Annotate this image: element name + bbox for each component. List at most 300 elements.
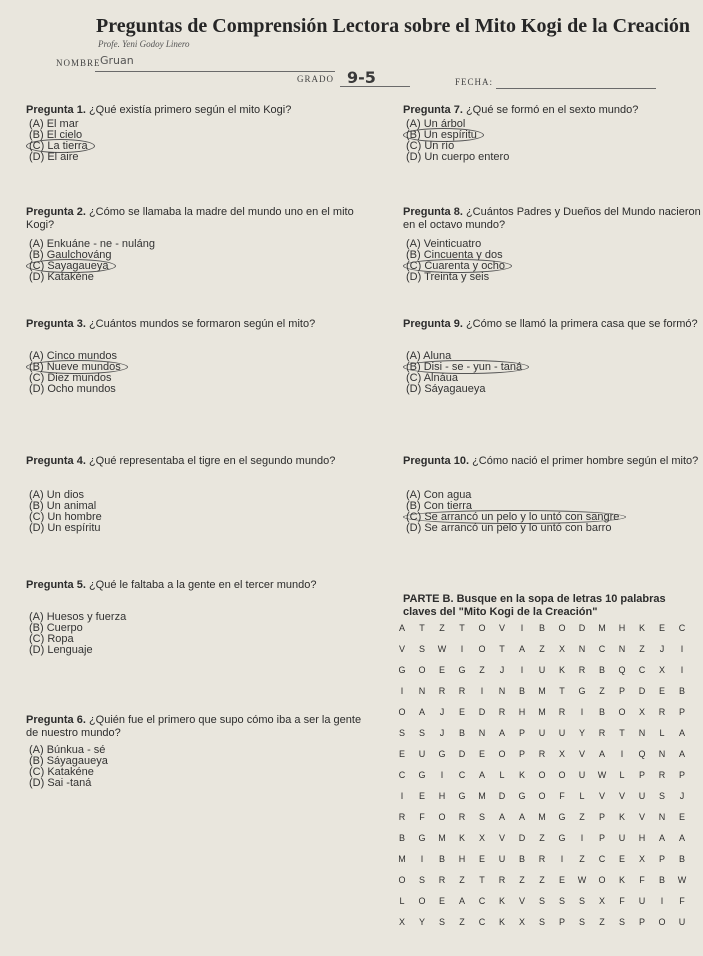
grid-letter: N <box>638 728 646 738</box>
grid-letter: R <box>438 875 446 885</box>
right-question-4 <box>403 455 703 468</box>
grid-letter: P <box>518 728 525 738</box>
grid-letter: R <box>538 749 546 759</box>
grid-letter: A <box>498 812 505 822</box>
grid-letter: D <box>498 791 506 801</box>
grid-letter: X <box>518 917 525 927</box>
grid-letter: C <box>598 644 606 654</box>
answer-option: (D) Se arrancó un pelo y lo untó con barro <box>406 522 612 534</box>
grid-letter: S <box>658 791 665 801</box>
answer-option: (A) Un dios <box>29 489 85 501</box>
question-number: Pregunta 5. <box>26 579 86 591</box>
grid-letter: S <box>398 728 405 738</box>
question-number: Pregunta 10. <box>403 455 470 467</box>
grid-letter: S <box>578 896 585 906</box>
left-question-2 <box>26 206 366 232</box>
answer-option: (A) Enkuáne - ne - nuláng <box>29 238 155 250</box>
grid-letter: R <box>538 854 546 864</box>
grid-letter: G <box>458 791 466 801</box>
grid-letter: C <box>478 896 486 906</box>
answer-option: (C) Cuarenta y ocho <box>406 260 512 272</box>
answer-option: (B) Cincuenta y dos <box>406 249 503 261</box>
grid-letter: A <box>518 644 525 654</box>
grid-letter: F <box>639 875 645 885</box>
left-question-1 <box>26 104 356 117</box>
grid-letter: D <box>458 749 466 759</box>
answer-option: (D) Treinta y seis <box>406 271 490 283</box>
answer-option: (A) Huesos y fuerza <box>29 611 127 623</box>
grid-letter: A <box>598 749 605 759</box>
grid-letter: Z <box>639 644 645 654</box>
grid-letter: V <box>638 812 645 822</box>
grid-letter: S <box>438 917 445 927</box>
grid-letter: N <box>498 686 506 696</box>
grid-letter: N <box>418 686 426 696</box>
grid-letter: Z <box>439 623 445 633</box>
answer-option: (C) Un hombre <box>29 511 102 523</box>
left-question-5 <box>26 579 356 592</box>
grid-letter: S <box>618 917 625 927</box>
grid-letter: C <box>598 854 606 864</box>
grid-letter: B <box>398 833 405 843</box>
answer-option: (A) Cinco mundos <box>29 350 118 362</box>
grid-letter: C <box>678 623 686 633</box>
grid-letter: R <box>658 770 666 780</box>
answer-option: (C) Un río <box>406 140 455 152</box>
grid-letter: S <box>478 812 485 822</box>
grid-letter: T <box>459 623 465 633</box>
question-text: ¿Qué se formó en el sexto mundo? <box>462 104 639 116</box>
grid-letter: I <box>620 749 624 759</box>
question-number: Pregunta 1. <box>26 104 86 116</box>
grid-letter: G <box>418 833 426 843</box>
grid-letter: U <box>618 833 626 843</box>
question-text: ¿Cuántos mundos se formaron según el mito? <box>85 318 316 330</box>
question-text: ¿Qué existía primero según el mito Kogi? <box>85 104 292 116</box>
grid-letter: L <box>659 728 665 738</box>
grid-letter: T <box>419 623 425 633</box>
answer-option: (C) Ropa <box>29 633 74 645</box>
answer-option: (A) Aluna <box>406 350 452 362</box>
grid-letter: K <box>498 917 505 927</box>
grid-letter: U <box>418 749 426 759</box>
grid-letter: O <box>558 623 566 633</box>
answer-option: (A) Búnkua - sé <box>29 744 106 756</box>
grid-letter: U <box>538 665 546 675</box>
answer-option: (A) El mar <box>29 118 79 130</box>
grid-letter: G <box>458 665 466 675</box>
grid-letter: B <box>678 854 685 864</box>
grid-letter: O <box>538 791 546 801</box>
grid-letter: I <box>400 791 404 801</box>
answer-option: (C) La tierra <box>29 140 95 152</box>
question-number: Pregunta 7. <box>403 104 463 116</box>
left-question-6 <box>26 714 376 740</box>
grid-letter: R <box>438 686 446 696</box>
grid-letter: O <box>418 896 426 906</box>
grid-letter: O <box>618 707 626 717</box>
grid-letter: T <box>619 728 625 738</box>
grid-letter: I <box>480 686 484 696</box>
grid-letter: Z <box>579 854 585 864</box>
grid-letter: O <box>538 770 546 780</box>
grid-letter: O <box>438 812 446 822</box>
answer-option: (D) Un espíritu <box>29 522 101 534</box>
answer-option: (B) Disi - se - yun - taná <box>406 361 529 373</box>
question-number: Pregunta 3. <box>26 318 86 330</box>
grid-letter: F <box>419 812 425 822</box>
grid-letter: P <box>638 917 645 927</box>
grid-letter: D <box>638 686 646 696</box>
answer-option: (B) Gaulchováng <box>29 249 112 261</box>
grid-letter: J <box>439 707 445 717</box>
grid-letter: C <box>638 665 646 675</box>
grid-letter: U <box>558 728 566 738</box>
right-question-1 <box>403 104 703 117</box>
grid-letter: J <box>499 665 505 675</box>
grid-letter: M <box>398 854 406 864</box>
date-label: FECHA: <box>455 77 494 87</box>
name-label: NOMBRE <box>56 58 101 68</box>
grid-letter: B <box>678 686 685 696</box>
grid-letter: I <box>580 833 584 843</box>
answer-option: (B) Nueve mundos <box>29 361 128 373</box>
grid-letter: V <box>498 623 505 633</box>
grid-letter: E <box>678 812 685 822</box>
grid-letter: J <box>659 644 665 654</box>
grid-letter: B <box>598 707 605 717</box>
grid-letter: R <box>398 812 406 822</box>
grid-letter: S <box>538 896 545 906</box>
answer-option: (A) Un árbol <box>406 118 466 130</box>
grid-letter: I <box>680 644 684 654</box>
grid-letter: K <box>638 623 645 633</box>
grid-letter: K <box>618 875 625 885</box>
grid-letter: X <box>558 749 565 759</box>
grid-letter: G <box>418 770 426 780</box>
grid-letter: E <box>438 896 445 906</box>
grid-letter: Z <box>479 665 485 675</box>
grid-letter: Z <box>599 686 605 696</box>
grid-letter: S <box>558 896 565 906</box>
grid-letter: G <box>558 833 566 843</box>
grid-letter: I <box>460 644 464 654</box>
grid-letter: O <box>398 707 406 717</box>
grid-letter: A <box>398 623 405 633</box>
grid-letter: Z <box>599 917 605 927</box>
grid-letter: U <box>638 896 646 906</box>
grid-letter: R <box>498 875 506 885</box>
grid-letter: W <box>577 875 587 885</box>
grid-letter: A <box>678 728 685 738</box>
answer-option: (B) Un animal <box>29 500 97 512</box>
grid-letter: O <box>658 917 666 927</box>
grid-letter: K <box>618 812 625 822</box>
answer-option: (C) Se arrancó un pelo y lo untó con sangre <box>406 511 626 523</box>
grid-letter: N <box>658 749 666 759</box>
grid-letter: X <box>478 833 485 843</box>
grid-letter: C <box>398 770 406 780</box>
grid-letter: I <box>580 707 584 717</box>
grid-letter: I <box>400 686 404 696</box>
grid-letter: C <box>478 917 486 927</box>
grid-letter: X <box>398 917 405 927</box>
grid-letter: B <box>518 854 525 864</box>
grid-letter: S <box>418 728 425 738</box>
grid-letter: R <box>458 686 466 696</box>
grid-letter: N <box>618 644 626 654</box>
grid-letter: S <box>418 875 425 885</box>
grid-letter: P <box>678 770 685 780</box>
grid-letter: H <box>638 833 646 843</box>
grid-letter: E <box>618 854 625 864</box>
partb-subheading: claves del "Mito Kogi de la Creación" <box>403 606 598 618</box>
grid-letter: U <box>538 728 546 738</box>
grid-letter: I <box>660 896 664 906</box>
grid-letter: J <box>439 728 445 738</box>
grid-letter: U <box>638 791 646 801</box>
answer-option: (D) Sáyagaueya <box>406 383 486 395</box>
answer-option: (B) Con tierra <box>406 500 473 512</box>
grid-letter: R <box>498 707 506 717</box>
grid-letter: E <box>478 854 485 864</box>
left-question-3 <box>26 318 356 331</box>
grid-letter: U <box>678 917 686 927</box>
grid-letter: Q <box>618 665 626 675</box>
grid-letter: O <box>398 875 406 885</box>
grid-letter: E <box>418 791 425 801</box>
question-text: ¿Cómo se llamaba la madre del mundo uno en el mito Kogi? <box>26 206 354 231</box>
grid-letter: E <box>398 749 405 759</box>
grid-letter: V <box>598 791 605 801</box>
grid-letter: I <box>520 623 524 633</box>
grid-letter: L <box>399 896 405 906</box>
grid-letter: I <box>560 854 564 864</box>
grid-letter: R <box>658 707 666 717</box>
answer-option: (D) Un cuerpo entero <box>406 151 510 163</box>
answer-option: (D) Sai -taná <box>29 777 92 789</box>
grid-letter: D <box>518 833 526 843</box>
grid-letter: V <box>498 833 505 843</box>
grid-letter: P <box>558 917 565 927</box>
grid-letter: N <box>578 644 586 654</box>
question-text: ¿Quién fue el primero que supo cómo iba a ser la gente de nuestro mundo? <box>26 714 362 739</box>
grade-label: GRADO <box>297 74 335 84</box>
grid-letter: L <box>499 770 505 780</box>
question-text: ¿Cómo se llamó la primera casa que se formó? <box>462 318 698 330</box>
answer-option: (D) Katakéne <box>29 271 94 283</box>
grid-letter: R <box>598 728 606 738</box>
grid-letter: G <box>438 749 446 759</box>
grid-letter: L <box>619 770 625 780</box>
grid-letter: M <box>538 686 546 696</box>
grid-letter: V <box>618 791 625 801</box>
grid-letter: U <box>578 770 586 780</box>
grid-letter: P <box>618 686 625 696</box>
grid-letter: O <box>558 770 566 780</box>
grid-letter: X <box>598 896 605 906</box>
grid-letter: H <box>518 707 526 717</box>
right-question-3 <box>403 318 703 331</box>
grid-letter: G <box>398 665 406 675</box>
grid-letter: A <box>478 770 485 780</box>
grid-letter: S <box>538 917 545 927</box>
grid-letter: G <box>558 812 566 822</box>
grid-letter: S <box>418 644 425 654</box>
grid-letter: M <box>538 812 546 822</box>
grid-letter: A <box>498 728 505 738</box>
grid-letter: R <box>578 665 586 675</box>
grid-letter: Z <box>539 644 545 654</box>
grid-letter: H <box>618 623 626 633</box>
grid-letter: H <box>458 854 466 864</box>
grid-letter: P <box>678 707 685 717</box>
grid-letter: T <box>479 875 485 885</box>
grid-letter: K <box>558 665 565 675</box>
right-question-2 <box>403 206 703 232</box>
page-title: Preguntas de Comprensión Lectora sobre el Mito Kogi de la Creación <box>96 15 691 37</box>
grid-letter: Y <box>418 917 425 927</box>
grid-letter: H <box>438 791 446 801</box>
grid-letter: E <box>478 749 485 759</box>
partb-heading: PARTE B. Busque en la sopa de letras 10 palabras <box>403 593 666 605</box>
date-line <box>496 88 656 89</box>
grid-letter: A <box>518 812 525 822</box>
grid-letter: N <box>658 812 666 822</box>
grid-letter: V <box>578 749 585 759</box>
grade-line <box>340 86 410 87</box>
grid-letter: Y <box>578 728 585 738</box>
grade-value: 9-5 <box>347 68 376 87</box>
grid-letter: M <box>438 833 446 843</box>
name-line <box>95 71 335 72</box>
grid-letter: B <box>438 854 445 864</box>
grid-letter: R <box>458 812 466 822</box>
grid-letter: V <box>398 644 405 654</box>
grid-letter: Z <box>539 833 545 843</box>
grid-letter: O <box>478 644 486 654</box>
grid-letter: E <box>658 686 665 696</box>
answer-option: (D) Ocho mundos <box>29 383 116 395</box>
grid-letter: P <box>598 833 605 843</box>
grid-letter: B <box>518 686 525 696</box>
grid-letter: F <box>559 791 565 801</box>
question-text: ¿Qué representaba el tigre en el segundo mundo? <box>85 455 336 467</box>
grid-letter: S <box>578 917 585 927</box>
answer-option: (B) Sáyagaueya <box>29 755 108 767</box>
grid-letter: A <box>458 896 465 906</box>
grid-letter: M <box>478 791 486 801</box>
grid-letter: F <box>679 896 685 906</box>
grid-letter: J <box>679 791 685 801</box>
question-number: Pregunta 2. <box>26 206 86 218</box>
grid-letter: W <box>597 770 607 780</box>
grid-letter: I <box>680 665 684 675</box>
grid-letter: I <box>440 770 444 780</box>
grid-letter: T <box>499 644 505 654</box>
grid-letter: X <box>558 644 565 654</box>
grid-letter: O <box>478 623 486 633</box>
question-text: ¿Qué le faltaba a la gente en el tercer mundo? <box>85 579 317 591</box>
grid-letter: K <box>518 770 525 780</box>
grid-letter: Z <box>459 917 465 927</box>
grid-letter: L <box>579 791 585 801</box>
question-text: ¿Cómo nació el primer hombre según el mito? <box>469 455 699 467</box>
grid-letter: D <box>578 623 586 633</box>
grid-letter: P <box>598 812 605 822</box>
grid-letter: G <box>578 686 586 696</box>
question-number: Pregunta 9. <box>403 318 463 330</box>
grid-letter: Z <box>579 812 585 822</box>
answer-option: (C) Diez mundos <box>29 372 112 384</box>
grid-letter: Z <box>519 875 525 885</box>
grid-letter: T <box>559 686 565 696</box>
grid-letter: I <box>520 665 524 675</box>
grid-letter: E <box>658 623 665 633</box>
grid-letter: B <box>598 665 605 675</box>
answer-option: (C) Alnáua <box>406 372 458 384</box>
grid-letter: V <box>518 896 525 906</box>
grid-letter: F <box>619 896 625 906</box>
grid-letter: P <box>638 770 645 780</box>
grid-letter: A <box>678 749 685 759</box>
answer-option: (A) Con agua <box>406 489 472 501</box>
grid-letter: A <box>418 707 425 717</box>
grid-letter: U <box>498 854 506 864</box>
answer-option: (D) Lenguaje <box>29 644 93 656</box>
grid-letter: P <box>518 749 525 759</box>
grid-letter: B <box>458 728 465 738</box>
grid-letter: M <box>598 623 606 633</box>
grid-letter: O <box>418 665 426 675</box>
grid-letter: W <box>677 875 687 885</box>
grid-letter: E <box>438 665 445 675</box>
author-name: Profe. Yeni Godoy Linero <box>98 39 190 49</box>
grid-letter: X <box>638 854 645 864</box>
left-question-4 <box>26 455 356 468</box>
grid-letter: R <box>558 707 566 717</box>
question-number: Pregunta 8. <box>403 206 463 218</box>
question-number: Pregunta 6. <box>26 714 86 726</box>
answer-option: (B) Un espíritu <box>406 129 484 141</box>
grid-letter: C <box>458 770 466 780</box>
answer-option: (C) Sayagaueya <box>29 260 116 272</box>
name-value: Gruan <box>100 54 134 67</box>
grid-letter: X <box>658 665 665 675</box>
grid-letter: G <box>518 791 526 801</box>
grid-letter: W <box>437 644 447 654</box>
grid-letter: I <box>420 854 424 864</box>
grid-letter: E <box>558 875 565 885</box>
grid-letter: O <box>498 749 506 759</box>
grid-letter: A <box>658 833 665 843</box>
answer-option: (D) El aire <box>29 151 79 163</box>
grid-letter: M <box>538 707 546 717</box>
grid-letter: B <box>658 875 665 885</box>
answer-option: (A) Veinticuatro <box>406 238 482 250</box>
grid-letter: N <box>478 728 486 738</box>
question-number: Pregunta 4. <box>26 455 86 467</box>
grid-letter: P <box>658 854 665 864</box>
grid-letter: E <box>458 707 465 717</box>
answer-option: (C) Katakéne <box>29 766 94 778</box>
grid-letter: K <box>498 896 505 906</box>
grid-letter: Z <box>539 875 545 885</box>
grid-letter: K <box>458 833 465 843</box>
grid-letter: Q <box>638 749 646 759</box>
question-text: ¿Cuántos Padres y Dueños del Mundo nacieron en el octavo mundo? <box>403 206 701 231</box>
grid-letter: A <box>678 833 685 843</box>
